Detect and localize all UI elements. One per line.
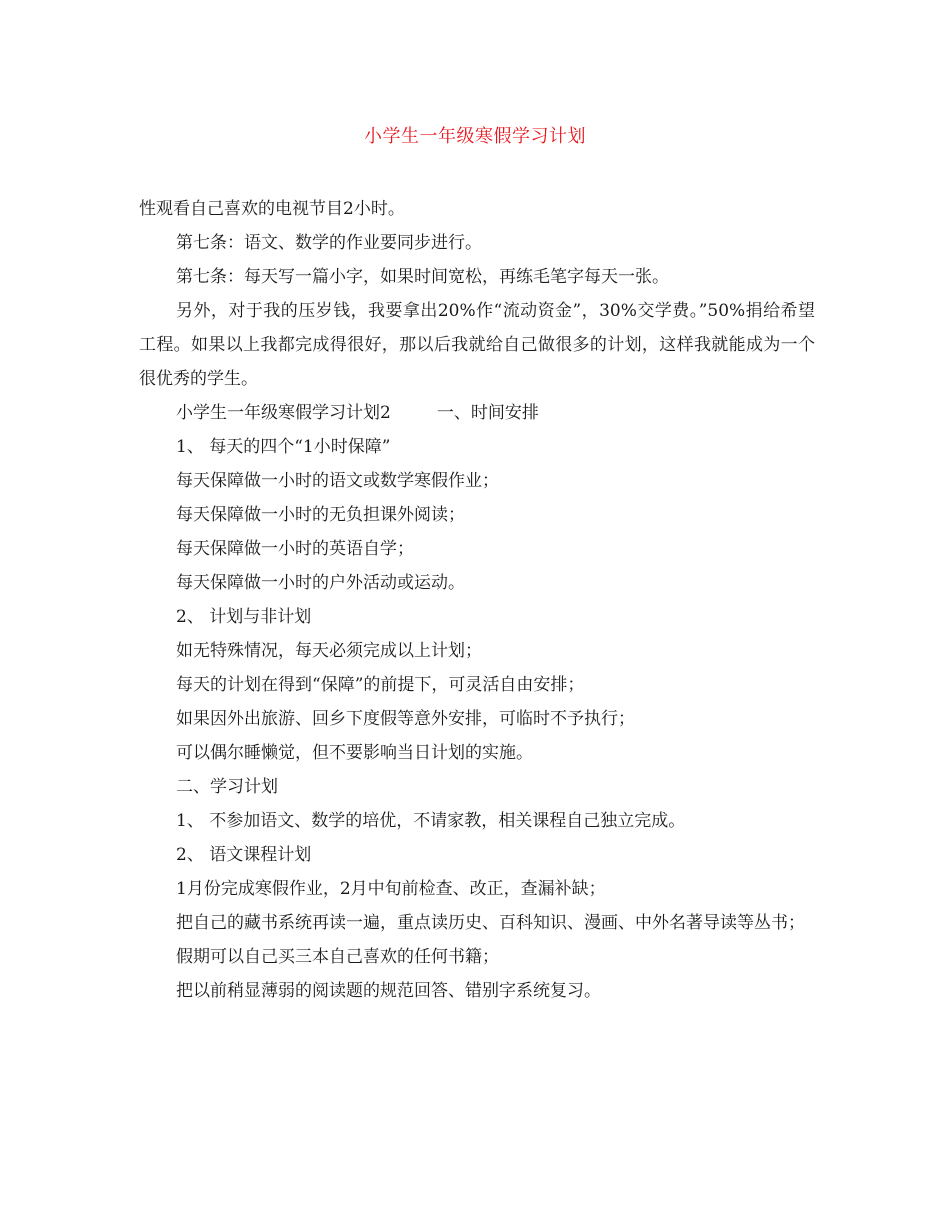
- paragraph: 性观看自己喜欢的电视节目2小时。: [139, 199, 405, 219]
- paragraph: 2、 计划与非计划: [176, 607, 312, 627]
- paragraph: 1、 每天的四个“1小时保障”: [176, 437, 391, 457]
- paragraph: 1月份完成寒假作业，2月中旬前检查、改正，查漏补缺；: [176, 879, 606, 899]
- paragraph: 假期可以自己买三本自己喜欢的任何书籍；: [176, 947, 499, 967]
- paragraph: 1、 不参加语文、数学的培优，不请家教，相关课程自己独立完成。: [176, 811, 686, 831]
- paragraph: 每天保障做一小时的无负担课外阅读；: [176, 505, 465, 525]
- paragraph: 把以前稍显薄弱的阅读题的规范回答、错别字系统复习。: [176, 981, 601, 1001]
- section-heading: 二、学习计划: [176, 777, 278, 797]
- paragraph: 可以偶尔睡懒觉，但不要影响当日计划的实施。: [176, 743, 533, 763]
- paragraph: 另外，对于我的压岁钱，我要拿出20%作“流动资金”，30%交学费。”50%捐给希望工程。如果以上我都完成得很好，那以后我就给自己做很多的计划，这样我就能成为一个很优秀的学生。: [139, 301, 815, 389]
- paragraph: 每天的计划在得到“保障”的前提下，可灵活自由安排；: [176, 675, 585, 695]
- paragraph: 第七条：每天写一篇小字，如果时间宽松，再练毛笔字每天一张。: [176, 267, 669, 287]
- document-title: 小学生一年级寒假学习计划: [364, 126, 586, 147]
- plan-heading: 小学生一年级寒假学习计划2: [176, 403, 391, 423]
- paragraph: 第七条：语文、数学的作业要同步进行。: [176, 233, 482, 253]
- document-body: [139, 192, 815, 1008]
- paragraph: 如果因外出旅游、回乡下度假等意外安排，可临时不予执行；: [176, 709, 635, 729]
- paragraph: 每天保障做一小时的户外活动或运动。: [176, 573, 465, 593]
- paragraph: 2、 语文课程计划: [176, 845, 312, 865]
- paragraph: 每天保障做一小时的语文或数学寒假作业；: [176, 471, 499, 491]
- section-heading-line: [139, 396, 815, 430]
- paragraph: 每天保障做一小时的英语自学；: [176, 539, 414, 559]
- section-heading: 一、时间安排: [436, 403, 539, 423]
- paragraph: 如无特殊情况，每天必须完成以上计划；: [176, 641, 482, 661]
- paragraph: 把自己的藏书系统再读一遍，重点读历史、百科知识、漫画、中外名著导读等丛书；: [176, 913, 805, 933]
